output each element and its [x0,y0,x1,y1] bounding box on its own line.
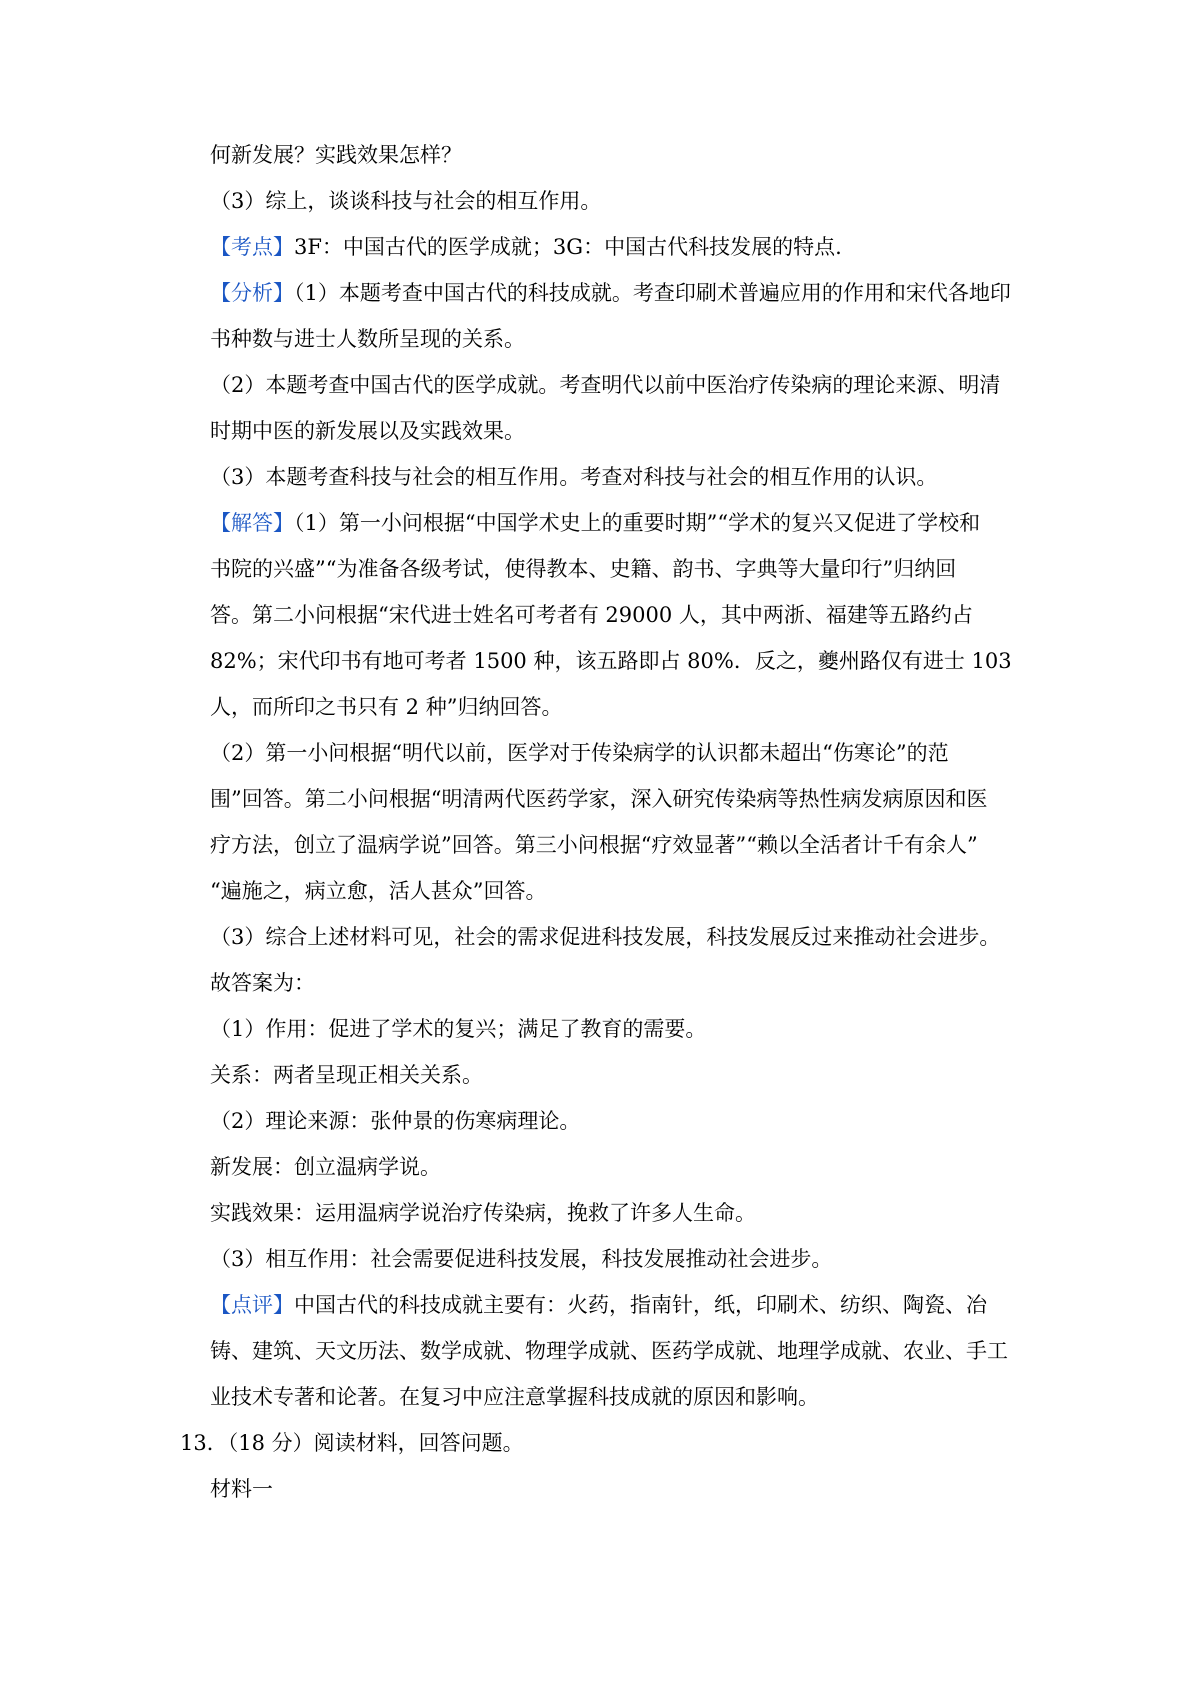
text-line: 疗方法，创立了温病学说”回答。第三小问根据“疗效显著”“赖以全活者计千有余人” [210,833,978,857]
text-line: 围”回答。第二小问根据“明清两代医药学家，深入研究传染病等热性病发病原因和医 [210,787,988,811]
text-line: 实践效果：运用温病学说治疗传染病，挽救了许多人生命。 [210,1201,756,1225]
fenxi-tag: 【分析】 [210,281,294,305]
text-line: 故答案为： [210,971,315,995]
fenxi-line: 【分析】（1）本题考查中国古代的科技成就。考查印刷术普遍应用的作用和宋代各地印 [210,281,1011,305]
text-line: （1）作用：促进了学术的复兴；满足了教育的需要。 [210,1017,707,1041]
jieda-line: 【解答】（1）第一小问根据“中国学术史上的重要时期”“学术的复兴又促进了学校和 [210,511,981,535]
question-13-heading: 13．（18 分）阅读材料，回答问题。 [180,1431,524,1455]
dianping-line: 【点评】中国古代的科技成就主要有：火药，指南针，纸，印刷术、纺织、陶瓷、冶 [210,1293,987,1317]
kaodian-tag: 【考点】 [210,235,294,259]
text-line: 铸、建筑、天文历法、数学成就、物理学成就、医药学成就、地理学成就、农业、手工 [210,1339,1008,1363]
kaodian-line: 【考点】3F：中国古代的医学成就；3G：中国古代科技发展的特点. [210,235,842,259]
text-line: （2）本题考查中国古代的医学成就。考查明代以前中医治疗传染病的理论来源、明清 [210,373,1001,397]
text-line: “遍施之，病立愈，活人甚众”回答。 [210,879,547,903]
text-line: （3）综上，谈谈科技与社会的相互作用。 [210,189,602,213]
dianping-tag: 【点评】 [210,1293,294,1317]
text-line: 人，而所印之书只有 2 种”归纳回答。 [210,695,563,719]
text-line: （2）第一小问根据“明代以前，医学对于传染病学的认识都未超出“伤寒论”的范 [210,741,949,765]
text-line: （3）综合上述材料可见，社会的需求促进科技发展，科技发展反过来推动社会进步。 [210,925,1001,949]
text-line: （3）本题考查科技与社会的相互作用。考查对科技与社会的相互作用的认识。 [210,465,938,489]
text-line: 新发展：创立温病学说。 [210,1155,441,1179]
text-line: （2）理论来源：张仲景的伤寒病理论。 [210,1109,581,1133]
text-line: 业技术专著和论著。在复习中应注意掌握科技成就的原因和影响。 [210,1385,819,1409]
text-line: 材料一 [210,1477,273,1501]
text-line: 书院的兴盛”“为准备各级考试，使得教本、史籍、韵书、字典等大量印行”归纳回 [210,557,957,581]
text-line: 书种数与进士人数所呈现的关系。 [210,327,525,351]
text-line: 82%；宋代印书有地可考者 1500 种，该五路即占 80%．反之，夔州路仅有进士 103 [210,649,1012,673]
text-line: 时期中医的新发展以及实践效果。 [210,419,525,443]
text-line: 关系：两者呈现正相关关系。 [210,1063,483,1087]
text-line: 何新发展？实践效果怎样？ [210,143,462,167]
text-line: （3）相互作用：社会需要促进科技发展，科技发展推动社会进步。 [210,1247,833,1271]
text-line: 答。第二小问根据“宋代进士姓名可考者有 29000 人，其中两浙、福建等五路约占 [210,603,973,627]
jieda-tag: 【解答】 [210,511,294,535]
